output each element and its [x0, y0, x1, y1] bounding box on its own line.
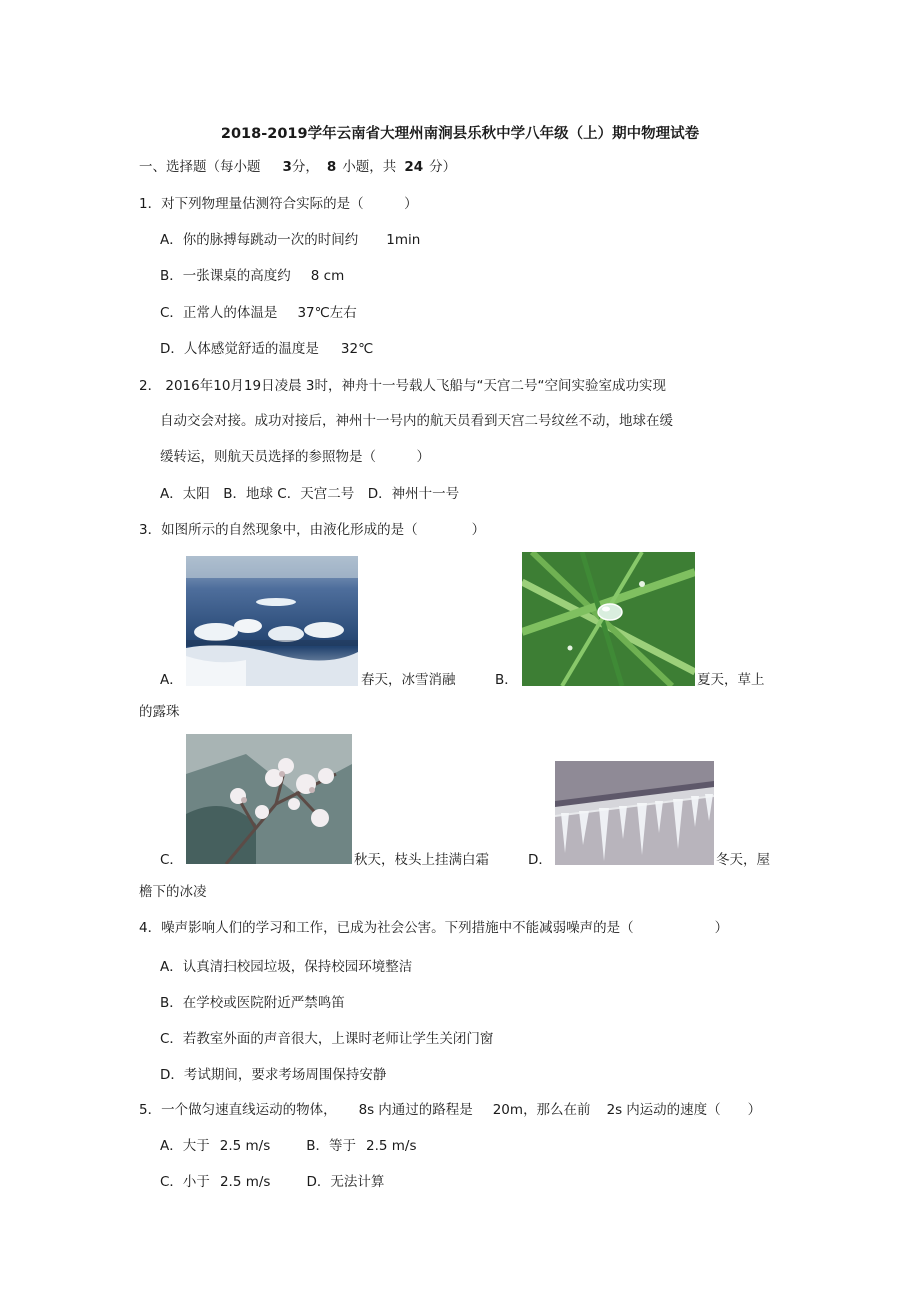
question-3-option-d-caption-cont: 檐下的冰凌: [139, 884, 207, 900]
question-4-option-a: A．认真清扫校园垃圾，保持校园环境整洁: [160, 959, 413, 975]
question-3-option-a-caption: 春天，冰雪消融: [361, 672, 456, 688]
question-5-stem: 5．一个做匀速直线运动的物体， 8s 内通过的路程是 20m，那么在前 2s 内运动的速度（ ）: [139, 1102, 762, 1118]
icicles-photo: [555, 761, 714, 865]
question-2-stem-line-2: 自动交会对接。成功对接后，神州十一号内的航天员看到天宫二号纹丝不动，地球在缓: [160, 413, 673, 429]
question-3-option-d-caption: 冬天，屋: [716, 852, 770, 868]
exam-title: 2018-2019学年云南省大理州南涧县乐秋中学八年级（上）期中物理试卷: [220, 126, 700, 142]
question-4-option-b: B．在学校或医院附近严禁鸣笛: [160, 995, 345, 1011]
section-mid1: 分，: [291, 159, 319, 175]
frost-on-branch-photo: [186, 734, 352, 864]
question-1-option-c: C．正常人的体温是 37℃左右: [160, 305, 357, 321]
dew-on-grass-photo: [522, 552, 695, 686]
question-3-option-d-letter: D．: [528, 852, 552, 868]
section-mid2: 小题，共: [342, 159, 397, 175]
question-4-stem: 4．噪声影响人们的学习和工作，已成为社会公害。下列措施中不能减弱噪声的是（ ）: [139, 920, 729, 936]
section-num-per: 3: [282, 159, 292, 175]
section-prefix: 一、选择题（每小题: [139, 159, 261, 175]
question-1-option-a: A．你的脉搏每跳动一次的时间约 1min: [160, 232, 421, 248]
section-num-total: 24: [404, 159, 424, 175]
section-heading: [139, 158, 456, 176]
section-num-count: 8: [326, 159, 337, 175]
question-2-options: A．太阳 B．地球 C．天宫二号 D．神州十一号: [160, 486, 460, 502]
question-3-option-b-caption-cont: 的露珠: [139, 704, 180, 720]
question-4-option-c: C．若教室外面的声音很大，上课时老师让学生关闭门窗: [160, 1031, 494, 1047]
question-5-options-row-1: A．大于 2.5 m/s B．等于 2.5 m/s: [160, 1138, 417, 1154]
question-3-option-b-letter: B．: [495, 672, 518, 688]
question-3-option-b-caption: 夏天，草上: [697, 672, 765, 688]
melting-ice-photo: [186, 556, 358, 686]
question-1-stem: 1．对下列物理量估测符合实际的是（ ）: [139, 196, 418, 212]
section-suffix: 分）: [429, 159, 457, 175]
question-5-options-row-2: C．小于 2.5 m/s D．无法计算: [160, 1174, 385, 1190]
question-1-option-b: B．一张课桌的高度约 8 cm: [160, 268, 345, 284]
question-1-option-d: D．人体感觉舒适的温度是 32℃: [160, 341, 374, 357]
question-3-option-c-letter: C．: [160, 852, 183, 868]
question-4-option-d: D．考试期间，要求考场周围保持安静: [160, 1067, 387, 1083]
question-2-stem-line-3: 缓转运，则航天员选择的参照物是（ ）: [160, 449, 430, 465]
question-2-stem-line-1: 2． 2016年10月19日凌晨 3时，神舟十一号载人飞船与“天宫二号“空间实验室成功实现: [139, 378, 666, 394]
question-3-option-a-letter: A．: [160, 672, 183, 688]
question-3-stem: 3．如图所示的自然现象中，由液化形成的是（ ）: [139, 522, 486, 538]
question-3-option-c-caption: 秋天，枝头上挂满白霜: [354, 852, 489, 868]
